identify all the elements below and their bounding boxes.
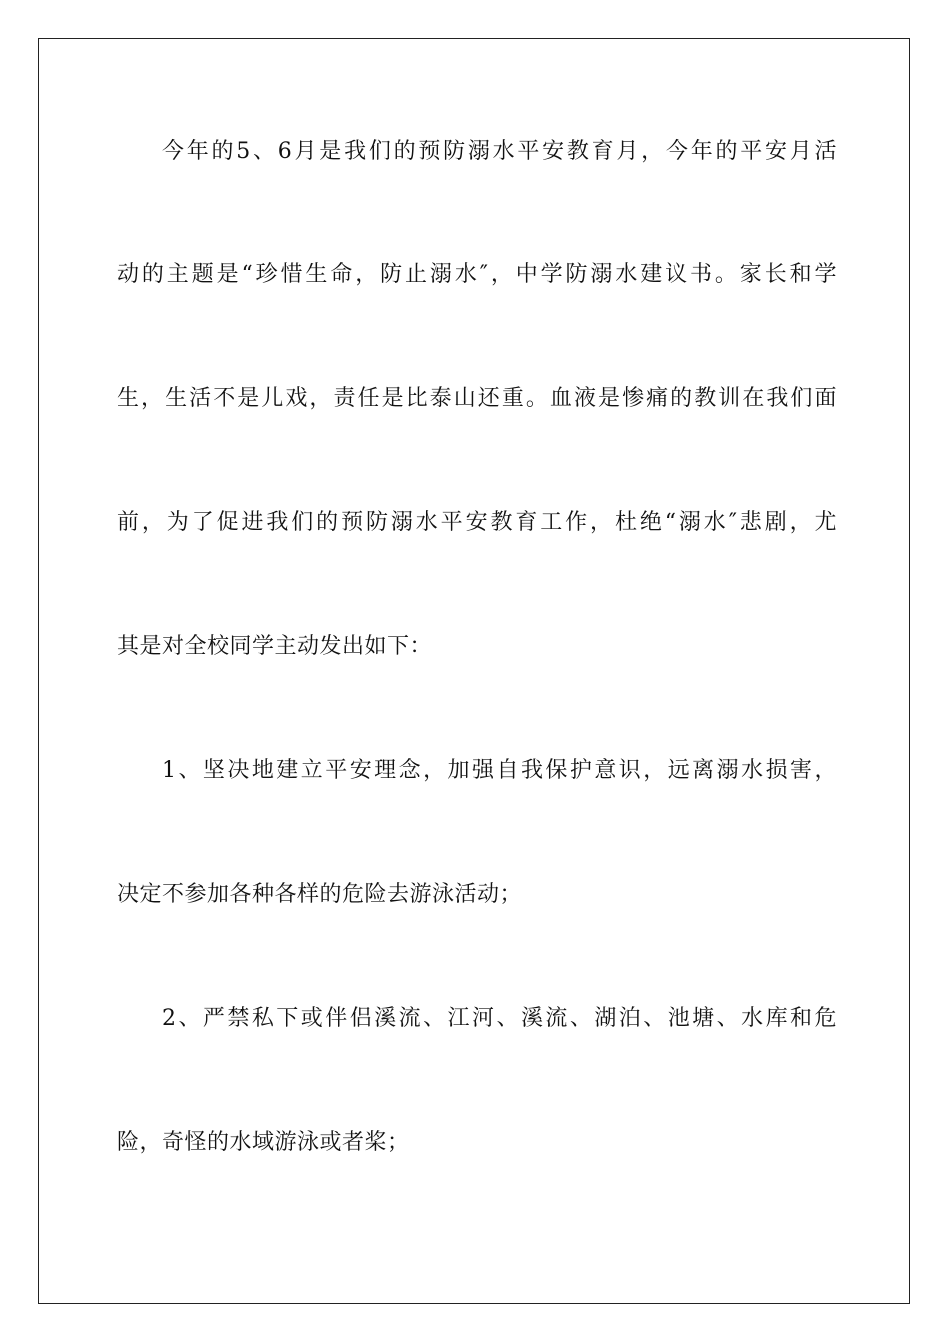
paragraph-1-line-3: 生，生活不是儿戏，责任是比泰山还重。血液是惨痛的教训在我们面 xyxy=(117,386,837,411)
page-border xyxy=(38,38,910,1304)
item-1-line-1: 1、坚决地建立平安理念，加强自我保护意识，远离溺水损害， xyxy=(162,758,837,783)
paragraph-1-line-2: 动的主题是“珍惜生命，防止溺水″，中学防溺水建议书。家长和学 xyxy=(117,262,837,287)
paragraph-1-line-1: 今年的5、6月是我们的预防溺水平安教育月，今年的平安月活 xyxy=(162,139,837,164)
item-2-line-2: 险，奇怪的水域游泳或者桨； xyxy=(117,1130,410,1155)
paragraph-1-line-4: 前，为了促进我们的预防溺水平安教育工作，杜绝“溺水″悲剧，尤 xyxy=(117,510,837,535)
paragraph-1-line-5: 其是对全校同学主动发出如下： xyxy=(117,634,433,659)
item-2-line-1: 2、严禁私下或伴侣溪流、江河、溪流、湖泊、池塘、水库和危 xyxy=(162,1006,837,1031)
item-1-line-2: 决定不参加各种各样的危险去游泳活动； xyxy=(117,882,523,907)
